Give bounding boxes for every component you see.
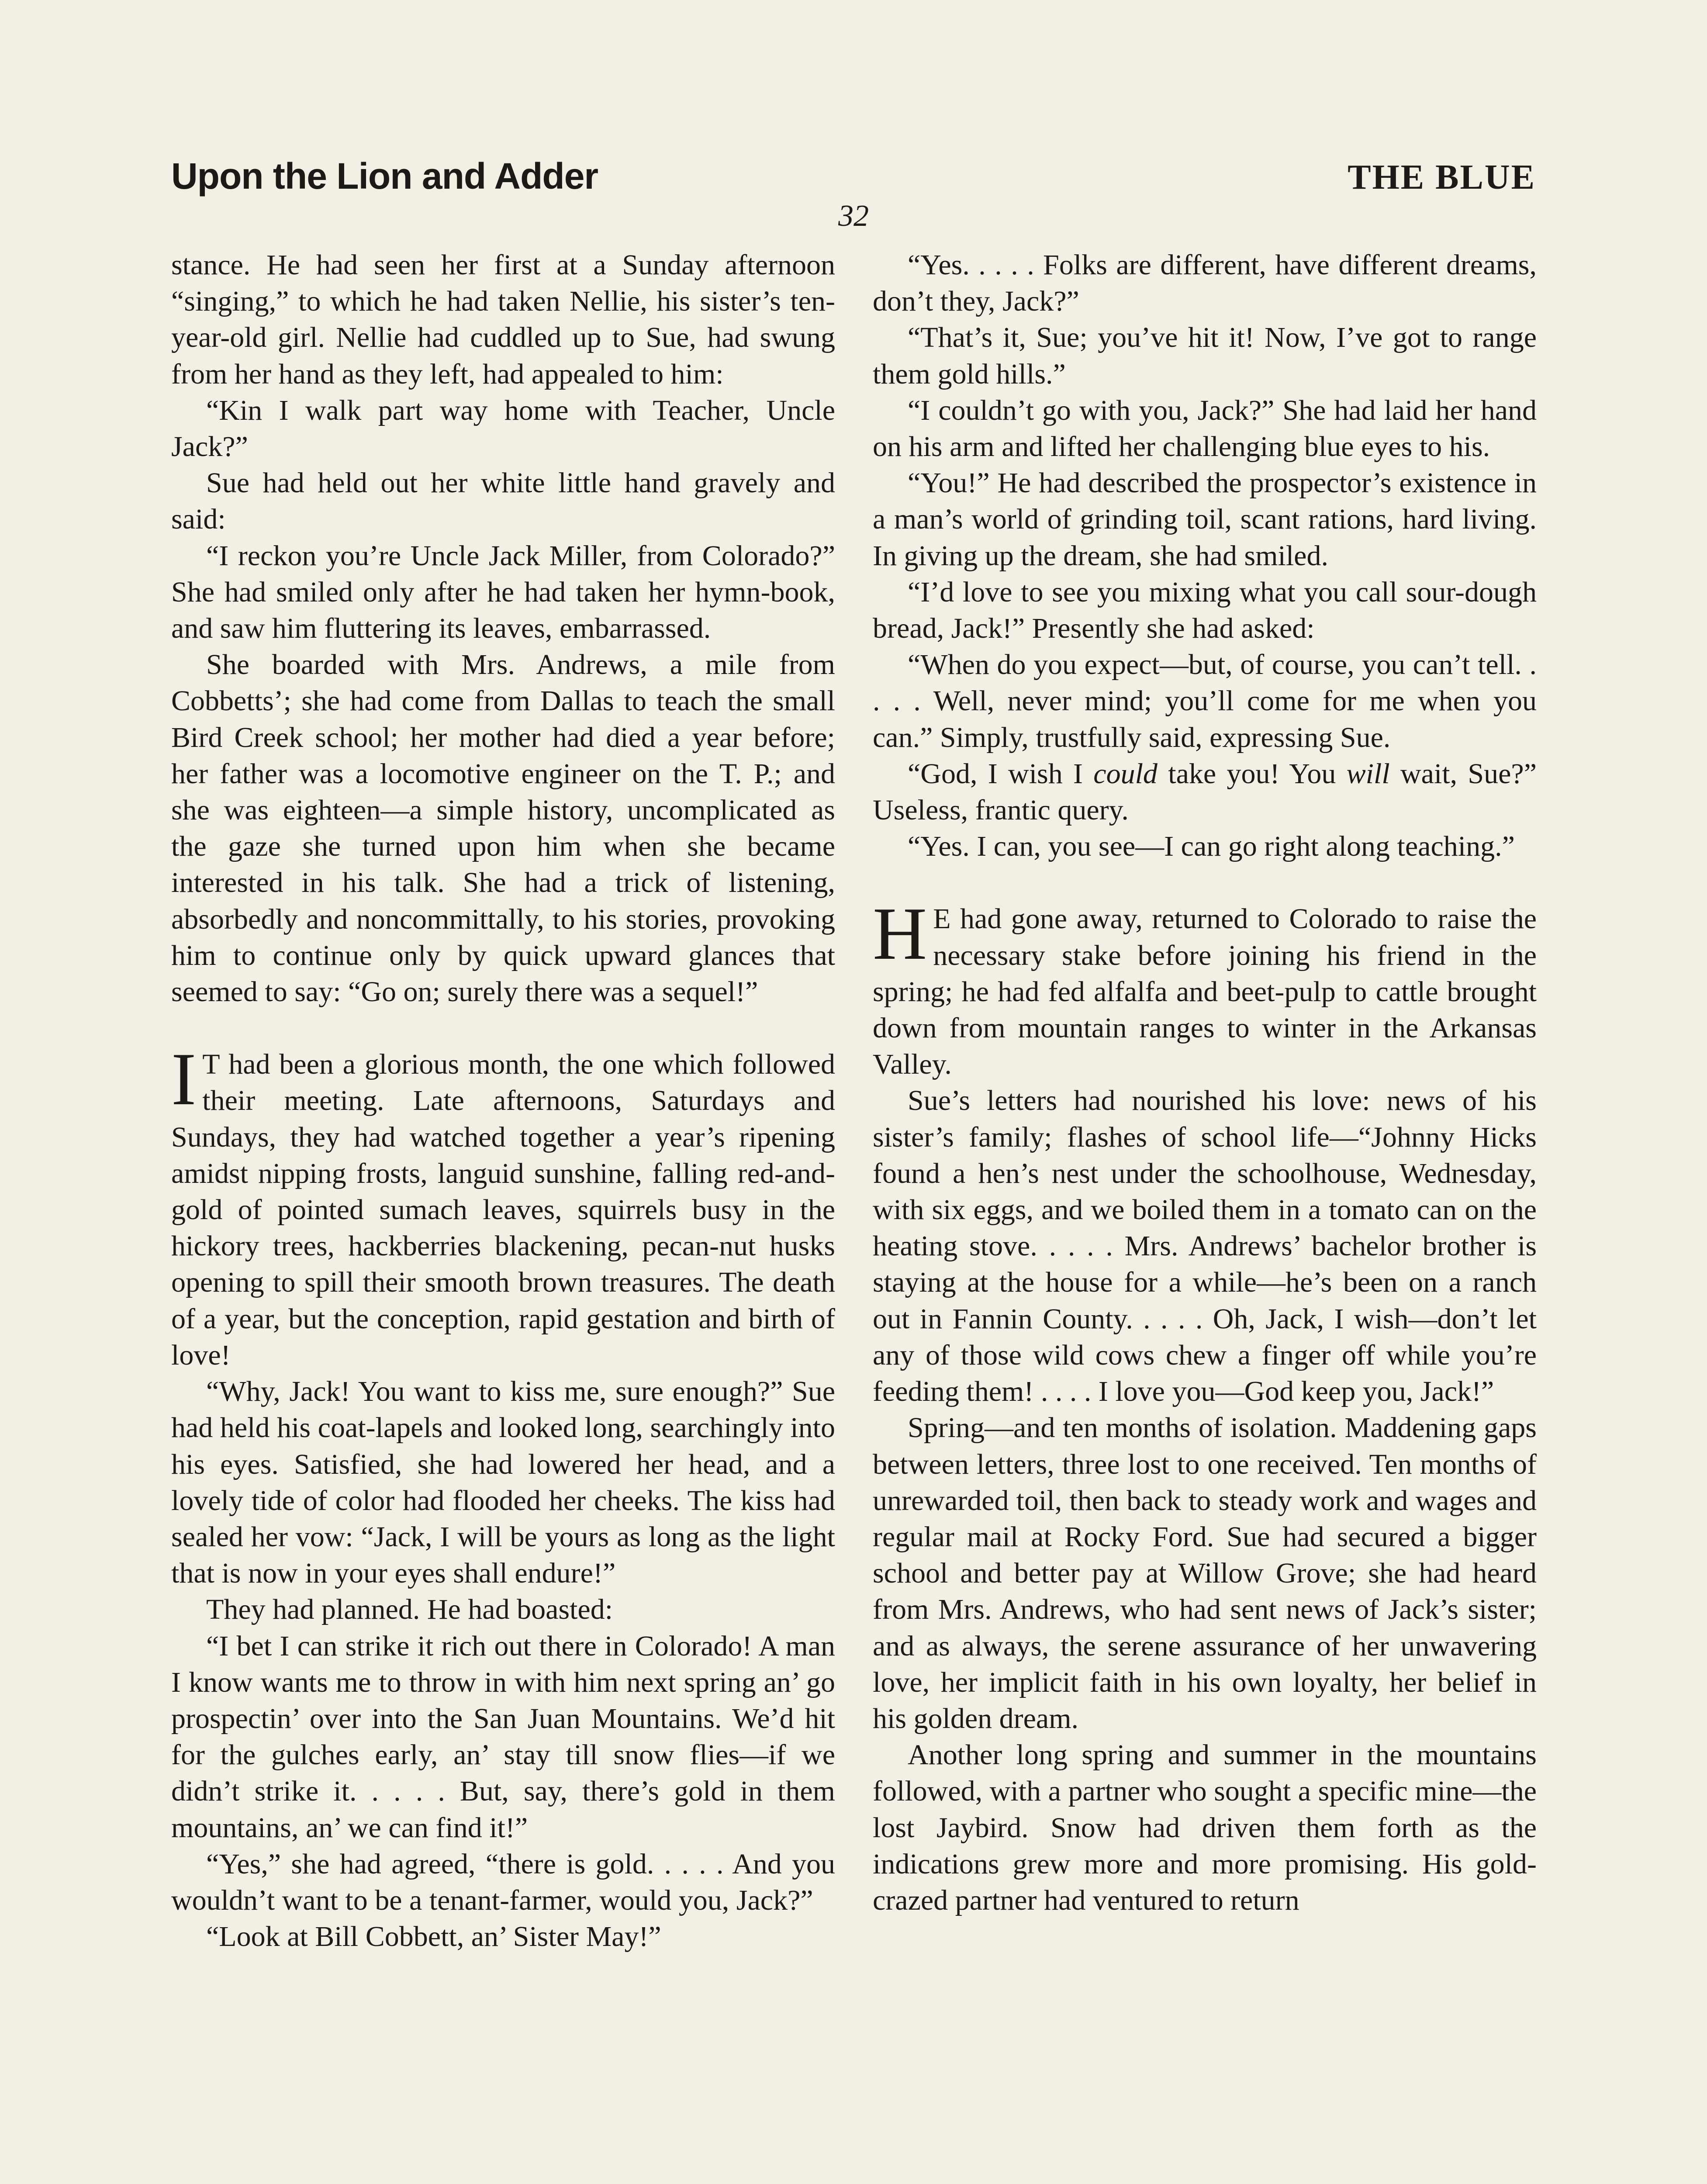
left-column	[171, 247, 835, 2184]
paragraph: “Why, Jack! You want to kiss me, sure enough?” Sue had held his coat-lapels and looked long, searchingly into his eyes. Satisfied, she had lowered her head, and a lovely tide of color had flooded her cheeks. The kiss had sealed her vow: “Jack, I will be yours as long as the light that is now in your eyes shall endure!”	[171, 1375, 835, 1590]
drop-cap: H	[873, 892, 927, 976]
italic-word: will	[1346, 757, 1390, 790]
section-paragraph	[171, 1038, 835, 1373]
right-column	[873, 247, 1537, 2184]
paragraph: “When do you expect—but, of course, you can’t tell. . . . . Well, never mind; you’ll come for me when you can.” Simply, trustfully said, expressing Sue.	[873, 649, 1537, 753]
story-title: Upon the Lion and Adder	[171, 156, 598, 197]
drop-cap: I	[171, 1038, 197, 1121]
paragraph: Sue had held out her white little hand gravely and said:	[171, 467, 835, 536]
paragraph: “I couldn’t go with you, Jack?” She had laid her hand on his arm and lifted her challenging blue eyes to his.	[873, 394, 1537, 463]
paragraph-text: T had been a glorious month, the one which followed their meeting. Late afternoons, Saturdays and Sundays, they had watched together a year’s ripening amidst nipping frosts, languid sunshine, falling red-and-gold of pointed sumach leaves, squirrels busy in the hickory trees, hackberries blackening, pecan-nut husks opening to spill their smooth brown treasures. The death of a year, but the conception, rapid gestation and birth of love!	[171, 1048, 835, 1371]
paragraph: “I bet I can strike it rich out there in Colorado! A man I know wants me to throw in with him next spring an’ go prospectin’ over into the San Juan Mountains. We’d hit for the gulches early, an’ stay till snow flies—if we didn’t strike it. . . . . But, say, there’s gold in them mountains, an’ we can find it!”	[171, 1630, 835, 1844]
paragraph: “Look at Bill Cobbett, an’ Sister May!”	[206, 1921, 661, 1953]
paragraph: They had planned. He had boasted:	[206, 1593, 613, 1626]
paragraph: “Kin I walk part way home with Teacher, Uncle Jack?”	[171, 394, 835, 463]
paragraph: stance. He had seen her first at a Sunday afternoon “singing,” to which he had taken Nellie, his sister’s ten-year-old girl. Nellie had cuddled up to Sue, had swung from her hand as they left, had appealed to him:	[171, 249, 835, 390]
paragraph-text: E had gone away, returned to Colorado to raise the necessary stake before joining his friend in the spring; he had fed alfalfa and beet-pulp to cattle brought down from mountain ranges to winter in the Arkansas Valley.	[873, 903, 1537, 1081]
paragraph: “That’s it, Sue; you’ve hit it! Now, I’ve got to range them gold hills.”	[873, 321, 1537, 390]
paragraph: “Yes. . . . . Folks are different, have different dreams, don’t they, Jack?”	[873, 249, 1537, 318]
italic-word: could	[1093, 757, 1158, 790]
text-run: take you! You	[1157, 757, 1347, 790]
paragraph: “You!” He had described the prospector’s existence in a man’s world of grinding toil, scant rations, hard living. In giving up the dream, she had smiled.	[873, 467, 1537, 572]
magazine-title: THE BLUE	[1348, 158, 1536, 197]
page-number: 32	[838, 199, 869, 233]
paragraph: Another long spring and summer in the mountains followed, with a partner who sought a specific mine—the lost Jaybird. Snow had driven them forth as the indications grew more and more promising. His gold-crazed partner had ventured to return	[873, 1739, 1537, 1916]
paragraph: Sue’s letters had nourished his love: news of his sister’s family; flashes of school life—“Johnny Hicks found a hen’s nest under the schoolhouse, Wednesday, with six eggs, and we boiled them in a tomato can on the heating stove. . . . . Mrs. Andrews’ bachelor brother is staying at the house for a while—he’s been on a ranch out in Fannin County. . . . . Oh, Jack, I wish—don’t let any of those wild cows chew a finger off while you’re feeding them! . . . . I love you—God keep you, Jack!”	[873, 1085, 1537, 1408]
section-paragraph	[873, 892, 1537, 1082]
text-run: “God, I wish I	[908, 757, 1094, 790]
paragraph	[873, 756, 1537, 828]
paragraph: Spring—and ten months of isolation. Maddening gaps between letters, three lost to one received. Ten months of unrewarded toil, then back to steady work and wages and regular mail at Rocky Ford. Sue had secured a bigger school and better pay at Willow Grove; she had heard from Mrs. Andrews, who had sent news of Jack’s sister; and as always, the serene assurance of her unwavering love, her implicit faith in his own loyalty, her belief in his golden dream.	[873, 1412, 1537, 1735]
paragraph: “I reckon you’re Uncle Jack Miller, from Colorado?” She had smiled only after he had taken her hymn-book, and saw him fluttering its leaves, embarrassed.	[171, 539, 835, 645]
text-run: wait, Sue?” Useless, frantic query.	[873, 757, 1537, 826]
paragraph: She boarded with Mrs. Andrews, a mile from Cobbetts’; she had come from Dallas to teach the small Bird Creek school; her mother had died a year before; her father was a locomotive engineer on the T. P.; and she was eighteen—a simple history, uncomplicated as the gaze she turned upon him when she became interested in his talk. She had a trick of listening, absorbedly and noncommittally, to his stories, provoking him to continue only by quick upward glances that seemed to say: “Go on; surely there was a sequel!”	[171, 649, 835, 1008]
paragraph: “Yes. I can, you see—I can go right along teaching.”	[908, 830, 1515, 863]
paragraph: “Yes,” she had agreed, “there is gold. . . . . And you wouldn’t want to be a tenant-farmer, would you, Jack?”	[171, 1848, 835, 1916]
paragraph: “I’d love to see you mixing what you call sour-dough bread, Jack!” Presently she had asked:	[873, 576, 1537, 645]
